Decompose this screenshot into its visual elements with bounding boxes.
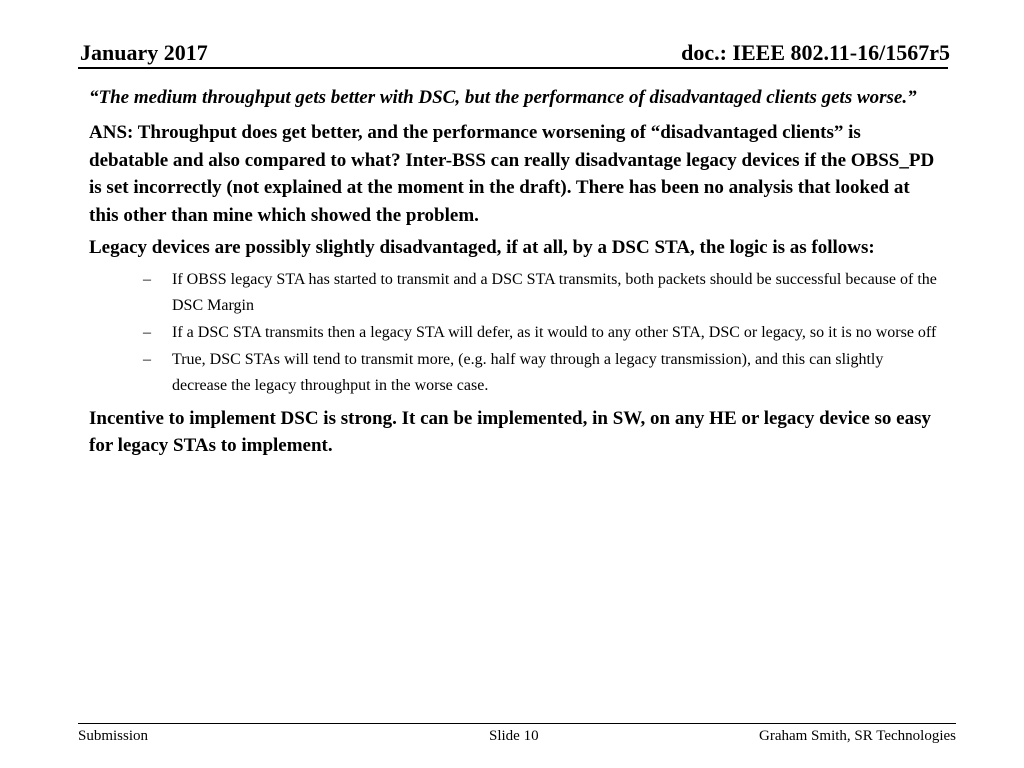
- footer-slide-number: Slide 10: [489, 728, 539, 744]
- bullet-dash: –: [143, 270, 151, 288]
- bullet-dash: –: [143, 350, 151, 368]
- bullet-text: True, DSC STAs will tend to transmit more, (e.g. half way through a legacy transmission), and this can slightly decrease the legacy throughput in the worse case.: [172, 350, 884, 394]
- bullet-dash: –: [143, 323, 151, 341]
- bullet-item-3: [89, 347, 939, 399]
- slide-body: [89, 84, 939, 465]
- legacy-intro-paragraph: Legacy devices are possibly slightly disadvantaged, if at all, by a DSC STA, the logic is as follows:: [89, 237, 875, 258]
- conclusion-paragraph: Incentive to implement DSC is strong. It can be implemented, in SW, on any HE or legacy device so easy for legacy STAs to implement.: [89, 407, 931, 456]
- header-divider: [78, 67, 948, 69]
- footer-submission: Submission: [78, 728, 149, 744]
- answer-paragraph: ANS: Throughput does get better, and the performance worsening of “disadvantaged clients” is debatable and also compared to what? Inter-BSS can really disadvantage legacy devices if the OBSS_PD is set incorrectly (not explained at the moment in the draft). There has been no analysis that looked at this other than mine which showed the problem.: [89, 122, 935, 226]
- footer-author: Graham Smith, SR Technologies: [759, 728, 956, 744]
- bullet-item-2: [89, 320, 939, 346]
- header-date: January 2017: [80, 40, 208, 65]
- footer-divider: [78, 723, 956, 724]
- header-doc-id: doc.: IEEE 802.11-16/1567r5: [681, 40, 950, 65]
- quoted-comment: “The medium throughput gets better with DSC, but the performance of disadvantaged clients gets worse.”: [89, 87, 917, 108]
- bullet-text: If a DSC STA transmits then a legacy STA will defer, as it would to any other STA, DSC or legacy, so it is no worse off: [172, 323, 937, 341]
- bullet-text: If OBSS legacy STA has started to transmit and a DSC STA transmits, both packets should be successful because of the DSC Margin: [172, 270, 937, 314]
- logic-bullet-list: [89, 267, 939, 399]
- bullet-item-1: [89, 267, 939, 319]
